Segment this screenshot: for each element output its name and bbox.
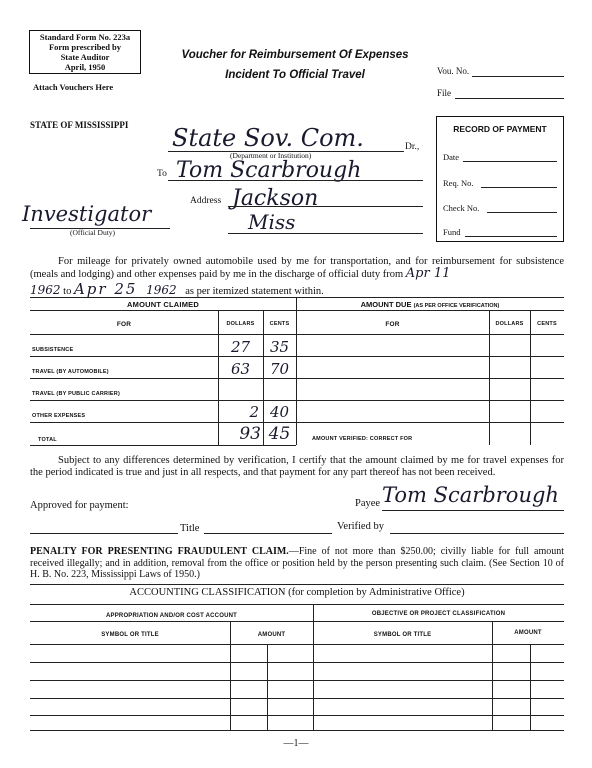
record-date-label: Date bbox=[443, 152, 460, 162]
record-of-payment-box bbox=[436, 116, 564, 242]
year-to-value: 1962 bbox=[146, 283, 177, 297]
attach-vouchers-text: Attach Vouchers Here bbox=[33, 82, 114, 92]
official-duty-value: Investigator bbox=[22, 202, 152, 226]
accounting-title-text: ACCOUNTING CLASSIFICATION bbox=[129, 587, 286, 598]
address-field-2[interactable] bbox=[228, 233, 423, 234]
record-check-label: Check No. bbox=[443, 203, 480, 213]
file-label: File bbox=[437, 88, 452, 98]
verified-by-label: Verified by bbox=[337, 521, 384, 532]
record-date-field[interactable] bbox=[463, 161, 557, 162]
period-line bbox=[30, 280, 324, 298]
row-total-label: TOTAL bbox=[38, 437, 57, 443]
row-other-cents: 40 bbox=[269, 403, 290, 421]
form-auditor: State Auditor bbox=[60, 52, 110, 62]
due-dollars-header: DOLLARS bbox=[495, 321, 524, 327]
left-symbol-header: SYMBOL OR TITLE bbox=[101, 632, 159, 638]
address-value-2: Miss bbox=[248, 210, 296, 234]
payee-signature: Tom Scarbrough bbox=[382, 483, 559, 507]
dr-label: Dr., bbox=[405, 142, 420, 152]
record-fund-field[interactable] bbox=[465, 236, 557, 237]
file-field[interactable] bbox=[455, 98, 564, 99]
to-label: To bbox=[157, 169, 167, 179]
title-label: Title bbox=[180, 523, 200, 534]
year-from-value: 1962 bbox=[30, 283, 61, 297]
accounting-table bbox=[30, 584, 564, 730]
form-number: Standard Form No. 223a bbox=[39, 32, 131, 42]
expense-table bbox=[30, 297, 564, 445]
official-duty-label: (Official Duty) bbox=[70, 228, 116, 237]
right-amount-header: AMOUNT bbox=[514, 630, 542, 636]
row-other-dollars: 2 bbox=[249, 403, 259, 421]
right-symbol-header: SYMBOL OR TITLE bbox=[373, 632, 432, 638]
department-label: (Department or Institution) bbox=[230, 151, 312, 160]
department-value: State Sov. Com. bbox=[172, 124, 364, 152]
claimed-cents-header: CENTS bbox=[269, 321, 290, 327]
address-label: Address bbox=[190, 196, 222, 206]
payee-signature-field[interactable] bbox=[382, 510, 564, 511]
amount-due-header bbox=[296, 300, 564, 309]
row-total-cents: 45 bbox=[268, 424, 291, 444]
left-amount-header: AMOUNT bbox=[257, 632, 286, 638]
to-word: to bbox=[63, 286, 72, 297]
amount-verified-label: AMOUNT VERIFIED: CORRECT FOR bbox=[312, 436, 413, 442]
form-prescribed: Form prescribed by bbox=[48, 42, 122, 52]
accounting-title bbox=[30, 587, 564, 598]
verified-by-field[interactable] bbox=[390, 533, 564, 534]
payee-name-field[interactable] bbox=[168, 180, 423, 181]
vou-no-label: Vou. No. bbox=[437, 66, 470, 76]
row-travel-auto-dollars: 63 bbox=[230, 360, 251, 378]
row-subsistence-label: SUBSISTENCE bbox=[32, 347, 74, 353]
objective-header: OBJECTIVE OR PROJECT CLASSIFICATION bbox=[371, 611, 506, 617]
due-cents-header: CENTS bbox=[537, 321, 557, 327]
form-title-line1: Voucher for Reimbursement Of Expenses bbox=[181, 49, 409, 61]
row-travel-public-label: TRAVEL (BY PUBLIC CARRIER) bbox=[32, 391, 121, 397]
claimed-for-header: FOR bbox=[116, 321, 132, 328]
accounting-subtitle: (for completion by Administrative Office) bbox=[288, 587, 465, 598]
certification-paragraph: Subject to any differences determined by verification, I certify that the amount claimed by me for travel expenses for the period indicated is true and just in all respects, and that payment for any part thereof has not been received. bbox=[30, 455, 564, 478]
form-title-line2: Incident To Official Travel bbox=[225, 69, 365, 81]
due-for-header: FOR bbox=[385, 321, 400, 328]
form-date: April, 1950 bbox=[64, 62, 106, 72]
mileage-paragraph bbox=[30, 256, 564, 281]
record-req-label: Req. No. bbox=[443, 178, 474, 188]
form-number-box bbox=[29, 30, 141, 74]
payee-label: Payee bbox=[355, 498, 381, 509]
state-label: STATE OF MISSISSIPPI bbox=[30, 120, 129, 130]
claimed-dollars-header: DOLLARS bbox=[226, 321, 255, 327]
penalty-text: —Fine of not more than $250.00; civilly liable for full amount received illegally; and in addition, removal from the office or position held by the person presenting such claim. (See Section 10 of H. B. No. 223, Mississippi Laws of 1950.) bbox=[30, 546, 565, 580]
amount-claimed-header: AMOUNT CLAIMED bbox=[127, 300, 199, 309]
address-value: Jackson bbox=[232, 186, 319, 211]
title-field[interactable] bbox=[204, 533, 332, 534]
row-travel-auto-cents: 70 bbox=[269, 360, 290, 378]
itemized-suffix: as per itemized statement within. bbox=[185, 286, 324, 297]
period-from-value: Apr 11 bbox=[405, 266, 451, 281]
row-other-label: OTHER EXPENSES bbox=[32, 413, 86, 419]
penalty-heading: PENALTY FOR PRESENTING FRAUDULENT CLAIM. bbox=[30, 546, 289, 557]
address-field[interactable] bbox=[228, 206, 423, 207]
record-req-field[interactable] bbox=[481, 187, 557, 188]
amount-due-note: (AS PER OFFICE VERIFICATION) bbox=[413, 303, 500, 309]
period-to-value: Apr 25 bbox=[73, 280, 138, 298]
row-travel-auto-label: TRAVEL (BY AUTOMOBILE) bbox=[32, 369, 109, 375]
mileage-text: For mileage for privately owned automobile used by me for transportation, and for reimbursement for subsistence (meals and lodging) and other expenses paid by me in the discharge of official duty from bbox=[30, 256, 564, 280]
page-number: —1— bbox=[283, 738, 309, 749]
vou-no-field[interactable] bbox=[472, 76, 564, 77]
record-fund-label: Fund bbox=[443, 227, 461, 237]
row-total-dollars: 93 bbox=[239, 424, 261, 444]
row-subsistence-cents: 35 bbox=[269, 338, 290, 356]
approved-label: Approved for payment: bbox=[30, 500, 129, 511]
record-check-field[interactable] bbox=[487, 212, 557, 213]
record-title: RECORD OF PAYMENT bbox=[453, 124, 547, 134]
row-subsistence-dollars: 27 bbox=[230, 338, 251, 356]
amount-due-label: AMOUNT DUE bbox=[360, 300, 412, 309]
form-title bbox=[160, 45, 430, 85]
payee-name-value: Tom Scarbrough bbox=[176, 158, 362, 183]
approved-by-field[interactable] bbox=[30, 533, 178, 534]
penalty-paragraph bbox=[30, 546, 564, 581]
appropriation-header: APPROPRIATION AND/OR COST ACCOUNT bbox=[105, 613, 238, 619]
